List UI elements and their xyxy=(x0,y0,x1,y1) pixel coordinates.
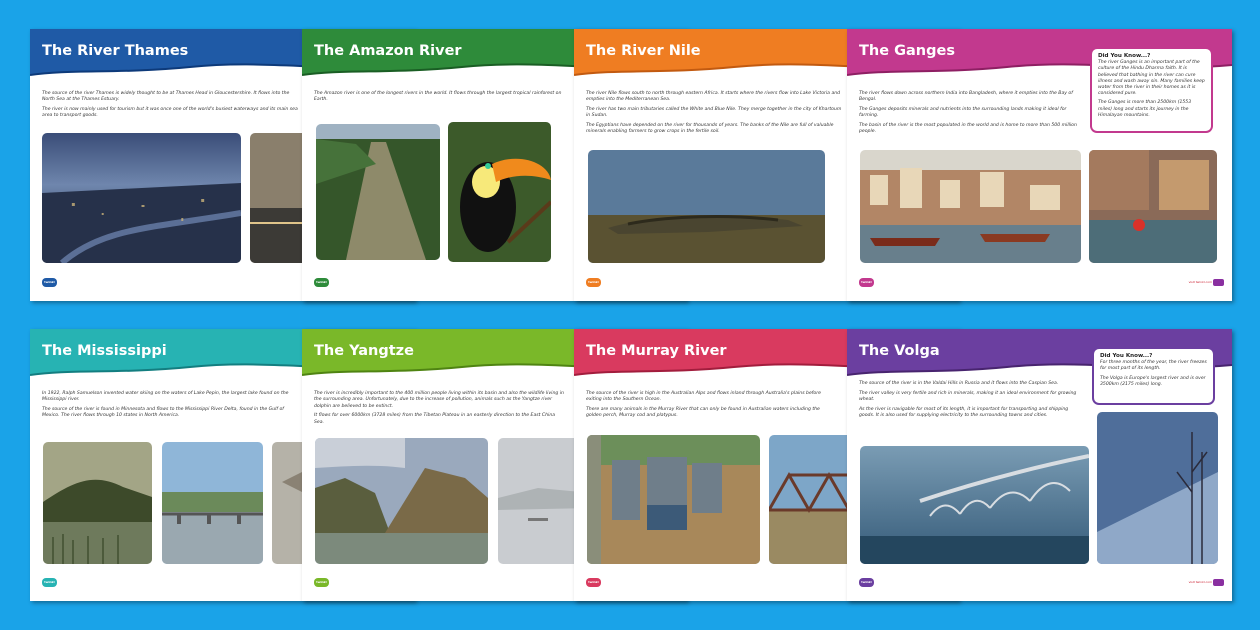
did-you-know-text: The Volga is Europe's largest river and is over 3500km (2175 miles) long. xyxy=(1100,375,1206,387)
card-title: The Volga xyxy=(859,343,940,359)
twinkl-logo: twinkl xyxy=(314,578,329,587)
card-title: The Ganges xyxy=(859,43,955,59)
frozen-volga-photo xyxy=(1097,412,1218,564)
card-paragraph: The Egyptians have depended on the river for thousands of years. The banks of the Nile are full of valuable minerals enabling farmers to grow crops in the fertile soil. xyxy=(586,123,834,135)
did-you-know-text: For three months of the year, the river freezes for most part of its length. xyxy=(1100,360,1207,372)
footer-badge-icon xyxy=(1213,279,1224,286)
twinkl-logo: twinkl xyxy=(42,578,57,587)
card-title: The River Nile xyxy=(586,43,701,59)
card-paragraph: The source of the river Thames is widely thought to be at Thames Head in Gloucestershire. It flows into the North Sea at the Thames Estuary. xyxy=(42,91,290,103)
card-paragraph: The river Nile flows south to north through eastern Africa. It starts where the rivers flow into Lake Victoria and empties into the Mediterranean Sea. xyxy=(586,91,841,103)
card-title: The Yangtze xyxy=(314,343,414,359)
did-you-know-text: The river Ganges is an important part of the culture of the Hindu Dharma faith. It is believed that bathing in the river can cure illness and wash away sin. Many families keep water from the river in their homes as it is considered pure. xyxy=(1098,60,1205,97)
card-body xyxy=(42,391,292,423)
card-title: The River Thames xyxy=(42,43,189,59)
amazon-river-photo xyxy=(316,124,440,260)
did-you-know-title: Did You Know...? xyxy=(1098,53,1151,59)
twinkl-logo: twinkl xyxy=(586,278,601,287)
varanasi-ghats-photo xyxy=(860,150,1081,263)
toucan-photo xyxy=(448,122,551,262)
twinkl-logo: twinkl xyxy=(859,578,874,587)
card-body xyxy=(586,91,844,139)
footer-url[interactable]: visit twinkl.com xyxy=(1188,580,1212,584)
card-body xyxy=(42,91,300,123)
footer-badge-icon xyxy=(1213,579,1224,586)
twinkl-logo: twinkl xyxy=(859,278,874,287)
volga-bridge-photo xyxy=(860,446,1089,564)
twinkl-logo: twinkl xyxy=(314,278,329,287)
card-paragraph: The river is incredibly important to the 400 million people living within its basin and also the wildlife living in the surrounding area. Unfortunately, due to the increase of pollution, animals such as the Yangtze river dolphin are believed to be extinct. xyxy=(314,391,564,409)
ganges-bathing-photo xyxy=(1089,150,1217,263)
did-you-know-title: Did You Know...? xyxy=(1100,353,1153,359)
card-paragraph: The source of the river is found in Minnesota and flows to the Mississippi River Delta, found in the Gulf of Mexico. The river flows through 10 states in North America. xyxy=(42,407,284,419)
card-paragraph: It flows for over 6000km (3728 miles) from the Tibetan Plateau in an easterly direction to the East China Sea. xyxy=(314,413,556,425)
three-gorges-photo xyxy=(315,438,488,564)
card-paragraph: The basin of the river is the most populated in the world and is home to more than 500 million people. xyxy=(859,123,1077,135)
card-paragraph: The Ganges deposits minerals and nutrients into the surrounding lands making it ideal for farming. xyxy=(859,107,1067,119)
card-body xyxy=(314,391,564,429)
card-ganges xyxy=(847,29,1232,301)
card-paragraph: In 1922, Ralph Samuelson invented water skiing on the waters of Lake Pepin, the largest lake found on the Mississippi river. xyxy=(42,391,289,403)
card-body xyxy=(586,391,836,423)
card-paragraph: The river valley is very fertile and rich in minerals, making it an ideal environment for growing wheat. xyxy=(859,390,1077,403)
card-paragraph: The source of the river is in the Valdai Hills in Russia and it flows into the Caspian Sea. xyxy=(859,381,1059,386)
twinkl-logo: twinkl xyxy=(42,278,57,287)
card-body xyxy=(314,91,572,107)
twinkl-logo: twinkl xyxy=(586,578,601,587)
card-paragraph: The river has two main tributaries called the White and Blue Nile. They merge together in the city of Khartoum in Sudan. xyxy=(586,107,842,119)
card-paragraph: As the river is navigable for most of its length, it is important for transporting and shipping goods. It is also used for supplying electricity to the surrounding towns and cities. xyxy=(859,406,1069,419)
card-paragraph: The river is now mainly used for tourism but it was once one of the world's busiest waterways and its main sea area to transport goods. xyxy=(42,107,298,119)
card-title: The Mississippi xyxy=(42,343,167,359)
did-you-know-box xyxy=(1090,47,1213,133)
lake-pepin-photo xyxy=(43,442,152,564)
card-body xyxy=(859,381,1084,423)
card-title: The Amazon River xyxy=(314,43,462,59)
did-you-know-box xyxy=(1092,347,1215,405)
card-volga xyxy=(847,329,1232,601)
card-paragraph: The Amazon river is one of the longest rivers in the world. It flows through the largest tropical rainforest on Earth. xyxy=(314,91,562,103)
crocodile-photo xyxy=(588,150,825,263)
card-paragraph: The source of the river is high in the Australian Alps and flows inland through Australia's plains before exiting into the Southern Ocean. xyxy=(586,391,821,403)
card-body xyxy=(859,91,1084,139)
card-title: The Murray River xyxy=(586,343,727,359)
did-you-know-text: The Ganges is more than 2500km (1553 miles) long and starts its journey in the Himalayan mountains. xyxy=(1098,100,1192,118)
card-paragraph: There are many animals in the Murray River that can only be found in Australian waters including the golden perch, Murray cod and platypus. xyxy=(586,407,820,419)
footer-url[interactable]: visit twinkl.com xyxy=(1188,280,1212,284)
river-bridge-photo xyxy=(162,442,263,564)
london-aerial-photo xyxy=(42,133,241,263)
card-paragraph: The river flows down across northern India into Bangladesh, where it empties into the Bay of Bengal. xyxy=(859,91,1073,103)
murray-barge-photo xyxy=(587,435,760,564)
